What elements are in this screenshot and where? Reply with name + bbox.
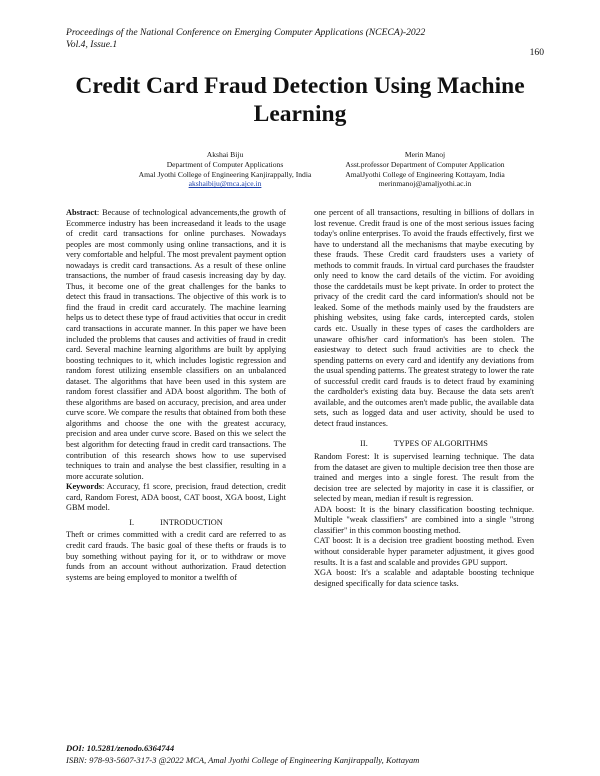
abstract-label: Abstract bbox=[66, 208, 97, 217]
keywords-text: : Accuracy, f1 score, precision, fraud detection, credit card, Random Forest, ADA boost, CAT boost, XGA boost, Light GBM model. bbox=[66, 482, 286, 513]
algorithm-cat-boost: CAT boost: It is a decision tree gradient boosting method. Even without considerable hyper parameter adjustment, it gives good results. It is a fast and scalable and provides GPU support. bbox=[314, 536, 534, 567]
isbn-line: ISBN: 978-93-5607-317-3 @2022 MCA, Amal Jyothi College of Engineering Kanjirappally, Kottayam bbox=[66, 755, 420, 765]
algorithm-random-forest: Random Forest: It is supervised learning technique. The data from the dataset are given to multiple decision tree then those are trained and merges into a single forest. The result from the decision tree are selected by majority in case it is classifier, or selected by mean, median if result is regression. bbox=[314, 452, 534, 504]
author-college: AmalJyothi College of Engineering Kottayam, India bbox=[345, 169, 505, 179]
author-college: Amal Jyothi College of Engineering Kanjirappally, India bbox=[138, 169, 312, 179]
author-email-link[interactable]: akshaibiju@mca.ajce.in bbox=[188, 179, 262, 189]
page-number: 160 bbox=[529, 47, 544, 58]
author-email: merinmanoj@amaljyothi.ac.in bbox=[378, 179, 472, 189]
algorithm-ada-boost: ADA boost: It is the binary classification boosting technique. Multiple "weak classifiers" are combined into a single "strong classifier" in this common boosting method. bbox=[314, 504, 534, 535]
section-number: I. bbox=[129, 517, 135, 527]
abstract-paragraph bbox=[66, 208, 286, 482]
volume-line: Vol.4, Issue.1 bbox=[66, 39, 118, 50]
author-block-2 bbox=[305, 150, 545, 189]
right-column bbox=[314, 208, 534, 589]
author-name: Akshai Biju bbox=[206, 150, 244, 159]
page-footer bbox=[66, 742, 546, 766]
author-dept: Department of Computer Applications bbox=[166, 159, 284, 169]
keywords-label: Keywords bbox=[66, 482, 102, 492]
section-title: INTRODUCTION bbox=[160, 517, 223, 527]
section-title: TYPES OF ALGORITHMS bbox=[393, 439, 488, 449]
left-column bbox=[66, 208, 286, 583]
section-number: II. bbox=[360, 439, 368, 449]
proceedings-line: Proceedings of the National Conference on Emerging Computer Applications (NCECA)-2022 bbox=[66, 27, 426, 38]
doi-line: DOI: 10.5281/zenodo.6364744 bbox=[66, 743, 175, 753]
abstract-text: : Because of technological advancements,the growth of Ecommerce industry has been increasedand it leads to the usage of credit card transactions for online purchases. Nowadays peoples are most commonly using online transactions, and it is very comfortable and helpful. The most prevalent payment option nowadays is credit card transactions. As a result of these online transactions, the number of fraud casesis increasing day by day. Thus, it become one of the great challenges for the banks to detect this fraud in transactions. The objective of this work is to find the fraud in credit card accurately. The machine learning helps us to detect these type of fraud activities that occur in credit card transactions in accurate manner. In this paper we have been included the problems that causes and activities of fraud in credit card. Several machine learning algorithms are built by applying boosting techniques to it, which includes logistic regression and random forest utilizing ensemble classifiers on an unbalanced dataset. The algorithms that have been used in this system are random forest classifier and ADA boost algorithm. The both of these algorithms are based on accuracy, precision, and area under curve score. We compare the results that obtained from both these algorithms and choose the one with the greatest accuracy, precision and area under curve score. Based on this we select the best algorithm for detecting fraud in credit card transactions. The contribution of this research shows how to use supervised techniques to train and analyse the best classifier, resulting in a more accurate solution. bbox=[66, 208, 286, 481]
keywords-paragraph bbox=[66, 482, 286, 514]
author-dept: Asst.professor Department of Computer Application bbox=[345, 159, 505, 169]
paper-title: Credit Card Fraud Detection Using Machine Learning bbox=[75, 73, 525, 127]
introduction-text-right: one percent of all transactions, resulting in billions of dollars in lost revenue. Credit fraud is one of the most serious issues facing today's online enterprises. To avoid the frauds effectively, first we have to understand all the mechanisms that maybe executing by these frauds. These Credit card fraudsters uses a variety of methods to commit frauds. In virtual card purchases the fraudster only need to know the card details of the victim. For avoiding those the carddetails must be kept private. In order to protect the privacy of the credit card the card information's should not be leaked. Some of the methods mainly used by the fraudsters are phishing websites, using fake cards, intercepted cards, stolen cards etc. Usually in these types of cases the cardholders are unaware ofhis/her card information's has been stolen. The easiestway to detect such fraud activities are to check the spending patterns on every card and identify any deviations from the usual spending patterns. The greatest strategy to lower the rate of successful credit card frauds is to detect fraud by examining the cardholder's existing data buy. Because the data sets aren't available, and the outcomes aren't made public, the available data sets, such as logged data and user activity, should be used to detect fraud instances. bbox=[314, 208, 534, 428]
author-name: Merin Manoj bbox=[404, 150, 446, 159]
introduction-text-left: Theft or crimes committed with a credit card are referred to as credit card frauds. The basic goal of these thefts or frauds is to buy something without paying for it, or to withdraw or move funds from an account without authorization. Fraud detection systems are being employed to monitor a twelfth of bbox=[66, 530, 286, 582]
algorithm-xga-boost: XGA boost: It's a scalable and adaptable boosting technique designed specifically for data science tasks. bbox=[314, 568, 534, 588]
author-block-1 bbox=[120, 150, 330, 189]
running-header bbox=[66, 27, 536, 51]
section-heading-introduction bbox=[66, 518, 286, 529]
section-heading-algorithms bbox=[314, 439, 534, 450]
